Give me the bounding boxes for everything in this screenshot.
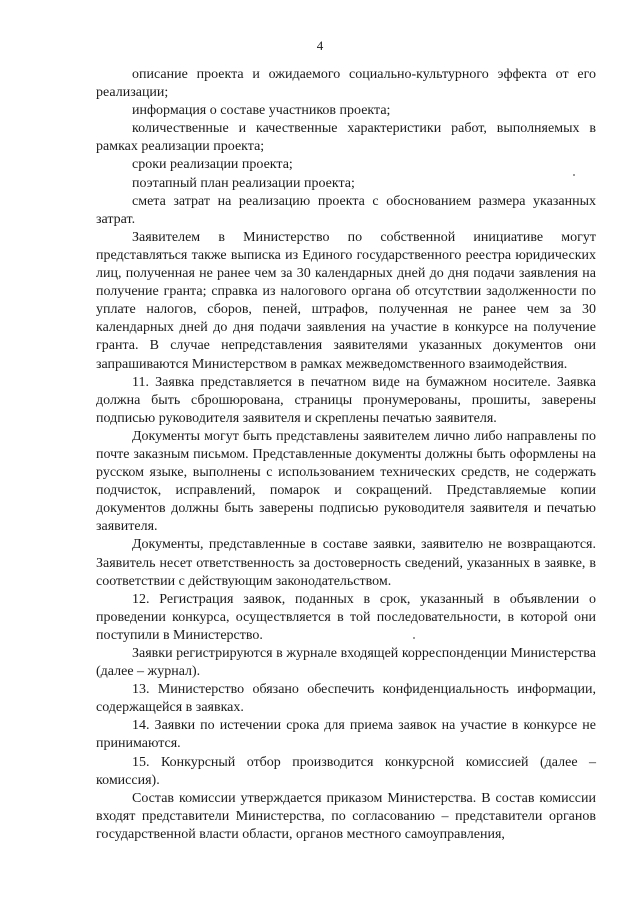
paragraph: сроки реализации проекта; (132, 157, 293, 173)
paragraph: 11. Заявка представляется в печатном виде на бумажном носителе. Заявка должна быть сброшюрована, страницы пронумерованы, прошиты, заверены подписью руководителя заявителя и скреплены печатью заявителя. (96, 374, 596, 426)
paragraph: количественные и качественные характеристики работ, выполняемых в рамках реализации проекта; (96, 121, 596, 155)
paragraph: смета затрат на реализацию проекта с обоснованием размера указанных затрат. (96, 193, 596, 227)
paragraph: Заявки регистрируются в журнале входящей корреспонденции Министерства (далее – журнал). (96, 646, 596, 680)
paragraph: Заявителем в Министерство по собственной инициативе могут представляться также выписка из Единого государственного реестра юридических лиц, полученная не ранее чем за 30 календарных дней до дня подачи заявления на получение гранта; справка из налогового органа об отсутствии задолженности по уплате налогов, сборов, пеней, штрафов, полученная не ранее чем за 30 календарных дней до дня подачи заявления на участие в конкурсе на получение гранта. В случае непредставления заявителями указанных документов они запрашиваются Министерством в рамках межведомственного взаимодействия. (96, 229, 596, 372)
paragraph: 12. Регистрация заявок, поданных в срок, указанный в объявлении о проведении конкурса, осуществляется в той последовательности, в которой они поступили в Министерство. (96, 591, 596, 643)
page-number: 4 (316, 38, 324, 53)
paragraph: 15. Конкурсный отбор производится конкурсной комиссией (далее – комиссия). (96, 754, 596, 788)
paragraph: Состав комиссии утверждается приказом Министерства. В состав комиссии входят представители Министерства, по согласованию – представители органов государственной власти области, органов местного самоуправления, (96, 790, 596, 842)
paragraph: поэтапный план реализации проекта; (132, 175, 355, 191)
paragraph: описание проекта и ожидаемого социально-культурного эффекта от его реализации; (96, 67, 596, 101)
paragraph: информация о составе участников проекта; (132, 103, 391, 119)
paragraph: 13. Министерство обязано обеспечить конфиденциальность информации, содержащейся в заявках. (96, 682, 596, 716)
paragraph: Документы, представленные в составе заявки, заявителю не возвращаются. Заявитель несет ответственность за достоверность сведений, указанных в заявке, в соответствии с действующим законодательством. (96, 537, 596, 589)
paragraph: 14. Заявки по истечении срока для приема заявок на участие в конкурсе не принимаются. (96, 718, 596, 752)
scan-speck (413, 637, 415, 639)
scan-speck (573, 174, 575, 176)
document-body (96, 66, 596, 844)
paragraph: Документы могут быть представлены заявителем лично либо направлены по почте заказным письмом. Представленные документы должны быть оформлены на русском языке, выполнены с использованием технических средств, не содержать подчисток, исправлений, помарок и сокращений. Представляемые копии документов должны быть заверены подписью руководителя заявителя и печатью заявителя. (96, 428, 596, 535)
